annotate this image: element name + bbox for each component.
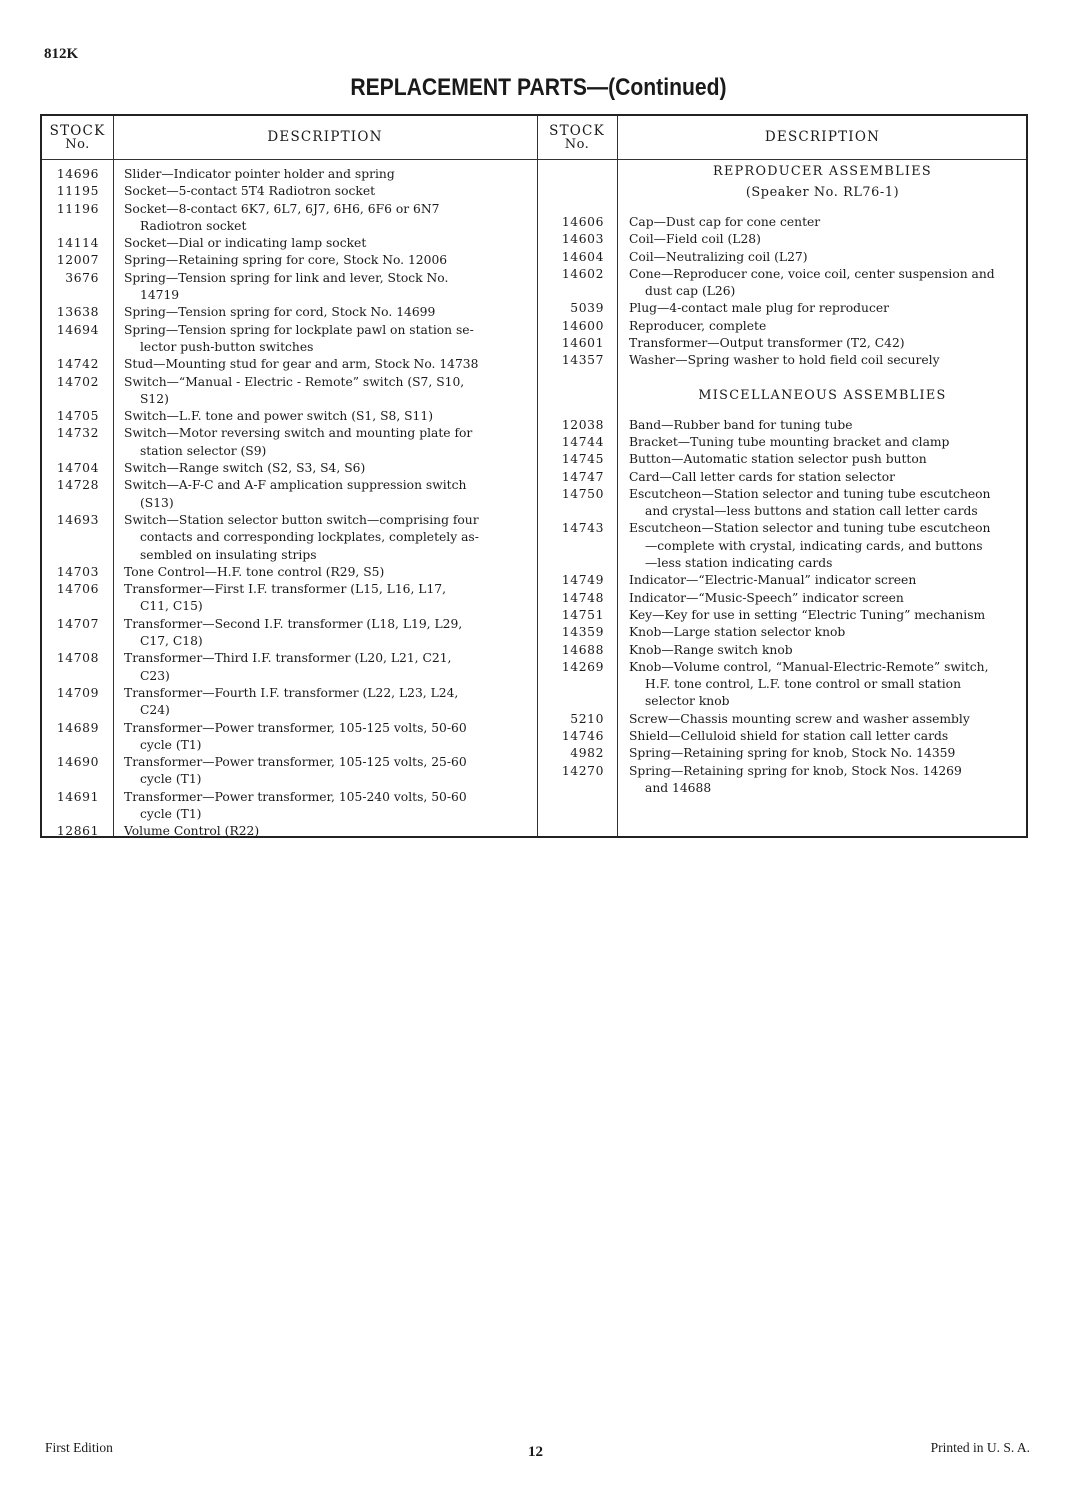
part-description xyxy=(629,214,1021,231)
part-description xyxy=(124,201,524,236)
description-line: Transformer—First I.F. transformer (L15, L16, L17, xyxy=(124,582,447,597)
header-no-label: No. xyxy=(65,136,90,152)
part-description xyxy=(629,266,1021,301)
description-line: C17, C18) xyxy=(140,634,203,649)
description-line: Screw—Chassis mounting screw and washer assembly xyxy=(629,711,970,726)
description-line: Indicator—“Electric-Manual” indicator screen xyxy=(629,573,917,588)
stock-number: 5039 xyxy=(570,301,604,316)
part-row xyxy=(42,477,537,512)
description-line: Switch—“Manual - Electric - Remote” switch (S7, S10, xyxy=(124,374,465,389)
part-row xyxy=(537,451,1028,468)
description-line: Transformer—Output transformer (T2, C42) xyxy=(629,336,905,351)
description-line: Transformer—Fourth I.F. transformer (L22, L23, L24, xyxy=(124,685,459,700)
description-line: Spring—Retaining spring for core, Stock No. 12006 xyxy=(124,253,448,268)
description-line: Key—Key for use in setting “Electric Tuning” mechanism xyxy=(629,607,986,622)
part-row xyxy=(42,650,537,685)
part-row xyxy=(42,270,537,305)
description-line: H.F. tone control, L.F. tone control or small station xyxy=(645,677,961,692)
part-description xyxy=(124,477,524,512)
part-row xyxy=(42,460,537,477)
part-description xyxy=(124,754,524,789)
stock-number: 14689 xyxy=(56,720,99,735)
description-line: Switch—A-F-C and A-F amplication suppression switch xyxy=(124,478,467,493)
description-line: Transformer—Third I.F. transformer (L20, L21, C21, xyxy=(124,651,452,666)
part-row xyxy=(42,754,537,789)
stock-number: 14751 xyxy=(561,607,604,622)
part-row xyxy=(537,590,1028,607)
table-header xyxy=(42,116,1026,160)
stock-number: 14703 xyxy=(56,564,99,579)
description-line: lector push-button switches xyxy=(140,339,314,354)
stock-number: 14359 xyxy=(561,625,604,640)
part-description xyxy=(629,711,1021,728)
part-row xyxy=(537,249,1028,266)
right-parts-column xyxy=(537,164,1028,797)
part-description xyxy=(629,659,1021,711)
part-description xyxy=(629,572,1021,589)
description-line: Transformer—Second I.F. transformer (L18, L19, L29, xyxy=(124,616,463,631)
stock-number: 14742 xyxy=(56,357,99,372)
part-description xyxy=(124,270,524,305)
description-line: Spring—Retaining spring for knob, Stock Nos. 14269 xyxy=(629,763,962,778)
page-title: REPLACEMENT PARTS—(Continued) xyxy=(350,74,727,101)
section-heading: REPRODUCER ASSEMBLIES xyxy=(713,164,932,179)
part-description xyxy=(124,425,524,460)
description-line: Slider—Indicator pointer holder and spring xyxy=(124,167,395,181)
part-row xyxy=(537,318,1028,335)
description-line: sembled on insulating strips xyxy=(140,547,317,562)
part-row xyxy=(42,581,537,616)
part-row xyxy=(42,823,537,840)
part-description xyxy=(629,352,1021,369)
part-row xyxy=(537,728,1028,745)
description-line: Plug—4-contact male plug for reproducer xyxy=(629,301,889,316)
stock-number: 14745 xyxy=(561,452,604,467)
stock-number: 14732 xyxy=(56,426,99,441)
part-row xyxy=(42,616,537,651)
part-row xyxy=(42,201,537,236)
header-stock-label: STOCK xyxy=(49,122,106,139)
parts-table xyxy=(40,114,1028,838)
description-line: Transformer—Power transformer, 105-240 volts, 50-60 xyxy=(124,789,467,804)
description-line: Indicator—“Music-Speech” indicator screen xyxy=(629,590,904,605)
description-line: cycle (T1) xyxy=(140,806,202,821)
part-row xyxy=(42,166,537,183)
stock-number: 14709 xyxy=(56,685,99,700)
part-row xyxy=(537,486,1028,521)
description-line: Switch—L.F. tone and power switch (S1, S8, S11) xyxy=(124,409,434,424)
description-line: and 14688 xyxy=(645,780,712,795)
description-line: Button—Automatic station selector push button xyxy=(629,452,927,467)
stock-number: 14707 xyxy=(56,616,99,631)
part-description xyxy=(629,451,1021,468)
description-line: station selector (S9) xyxy=(140,443,267,458)
description-line: Radiotron socket xyxy=(140,218,247,233)
stock-number: 14702 xyxy=(56,374,99,389)
part-row xyxy=(537,231,1028,248)
part-row xyxy=(42,408,537,425)
stock-number: 14114 xyxy=(56,236,99,251)
part-description xyxy=(124,304,524,321)
description-line: selector knob xyxy=(645,694,730,709)
part-row xyxy=(537,266,1028,301)
part-description xyxy=(124,166,524,183)
description-line: Tone Control—H.F. tone control (R29, S5) xyxy=(124,564,385,579)
part-row xyxy=(537,469,1028,486)
left-parts-column xyxy=(42,166,537,841)
stock-number: 14269 xyxy=(561,659,604,674)
description-line: Escutcheon—Station selector and tuning tube escutcheon xyxy=(629,521,991,536)
description-line: C11, C15) xyxy=(140,599,203,614)
part-row xyxy=(42,720,537,755)
part-description xyxy=(124,616,524,651)
stock-number: 14749 xyxy=(561,573,604,588)
stock-number: 5210 xyxy=(570,711,604,726)
part-description xyxy=(629,231,1021,248)
part-description xyxy=(629,642,1021,659)
part-row xyxy=(537,642,1028,659)
part-description xyxy=(124,235,524,252)
stock-number: 14694 xyxy=(56,322,99,337)
part-description xyxy=(124,720,524,755)
description-line: —complete with crystal, indicating cards, and buttons xyxy=(645,538,983,553)
stock-number: 14743 xyxy=(561,521,604,536)
part-description xyxy=(629,745,1021,762)
part-row xyxy=(537,763,1028,798)
description-line: Spring—Tension spring for lockplate pawl on station se- xyxy=(124,322,474,337)
description-line: 14719 xyxy=(140,288,180,303)
stock-number: 12007 xyxy=(56,253,99,268)
part-description xyxy=(629,469,1021,486)
header-no-label: No. xyxy=(564,136,590,152)
description-line: Washer—Spring washer to hold field coil securely xyxy=(629,353,940,368)
part-row xyxy=(537,335,1028,352)
description-line: Cone—Reproducer cone, voice coil, center suspension and xyxy=(629,266,995,281)
stock-number: 14708 xyxy=(56,651,99,666)
part-description xyxy=(629,434,1021,451)
description-line: S12) xyxy=(140,391,169,406)
description-line: Knob—Range switch knob xyxy=(629,642,793,657)
part-row xyxy=(42,304,537,321)
description-line: Switch—Range switch (S2, S3, S4, S6) xyxy=(124,461,366,476)
part-description xyxy=(124,252,524,269)
description-line: Switch—Motor reversing switch and mounting plate for xyxy=(124,426,473,441)
description-line: Spring—Retaining spring for knob, Stock No. 14359 xyxy=(629,746,956,761)
part-description xyxy=(629,335,1021,352)
part-description xyxy=(629,590,1021,607)
stock-number: 11196 xyxy=(56,201,99,216)
footer-printed: Printed in U. S. A. xyxy=(930,1440,1030,1455)
description-line: Knob—Large station selector knob xyxy=(629,625,846,640)
stock-number: 14690 xyxy=(56,755,99,770)
section-heading: MISCELLANEOUS ASSEMBLIES xyxy=(698,387,947,403)
description-line: —less station indicating cards xyxy=(645,556,833,571)
part-description xyxy=(124,685,524,720)
description-line: Volume Control (R22) xyxy=(124,824,260,839)
part-description xyxy=(124,564,524,581)
stock-number: 3676 xyxy=(65,270,99,285)
part-row xyxy=(537,300,1028,317)
description-line: Coil—Neutralizing coil (L27) xyxy=(629,249,808,264)
page-number: 12 xyxy=(528,1444,543,1460)
header-stock-left xyxy=(42,116,113,159)
description-line: contacts and corresponding lockplates, completely as- xyxy=(140,530,479,545)
description-line: Escutcheon—Station selector and tuning tube escutcheon xyxy=(629,486,991,501)
stock-number: 13638 xyxy=(56,305,99,320)
description-line: Coil—Field coil (L28) xyxy=(629,232,761,247)
part-description xyxy=(629,607,1021,624)
part-description xyxy=(629,486,1021,521)
part-description xyxy=(124,650,524,685)
header-description-label: DESCRIPTION xyxy=(764,129,881,145)
part-row xyxy=(537,711,1028,728)
stock-number: 14744 xyxy=(561,434,604,449)
stock-number: 14688 xyxy=(561,642,604,657)
stock-number: 14604 xyxy=(561,249,604,264)
stock-number: 14691 xyxy=(56,789,99,804)
part-description xyxy=(124,789,524,824)
description-line: dust cap (L26) xyxy=(645,284,736,299)
description-line: C24) xyxy=(140,703,170,718)
part-row xyxy=(42,252,537,269)
part-description xyxy=(629,728,1021,745)
header-description-left xyxy=(113,116,537,159)
part-description xyxy=(629,249,1021,266)
description-line: Switch—Station selector button switch—comprising four xyxy=(124,512,479,527)
description-line: Band—Rubber band for tuning tube xyxy=(629,417,853,432)
description-line: Spring—Tension spring for link and lever, Stock No. xyxy=(124,270,449,285)
part-description xyxy=(124,322,524,357)
stock-number: 14603 xyxy=(561,232,604,247)
description-line: Spring—Tension spring for cord, Stock No. 14699 xyxy=(124,305,436,320)
stock-number: 14601 xyxy=(561,336,604,351)
description-line: Socket—5-contact 5T4 Radiotron socket xyxy=(124,184,376,199)
part-description xyxy=(124,356,524,373)
part-row xyxy=(42,322,537,357)
part-row xyxy=(42,425,537,460)
part-description xyxy=(124,408,524,425)
description-line: Shield—Celluloid shield for station call letter cards xyxy=(629,729,949,744)
part-row xyxy=(537,607,1028,624)
stock-number: 14693 xyxy=(56,512,99,527)
stock-number: 14746 xyxy=(561,729,604,744)
part-row xyxy=(42,356,537,373)
part-row xyxy=(537,624,1028,641)
stock-number: 14270 xyxy=(561,763,604,778)
part-row xyxy=(42,512,537,564)
description-line: Reproducer, complete xyxy=(629,318,767,333)
stock-number: 14600 xyxy=(561,318,604,333)
description-line: Card—Call letter cards for station selector xyxy=(629,469,895,484)
stock-number: 14750 xyxy=(561,486,604,501)
part-row xyxy=(537,417,1028,434)
part-description xyxy=(629,624,1021,641)
stock-number: 14696 xyxy=(56,167,99,181)
stock-number: 12038 xyxy=(561,417,604,432)
stock-number: 12861 xyxy=(56,824,99,839)
stock-number: 14728 xyxy=(56,478,99,493)
part-row xyxy=(537,520,1028,572)
part-description xyxy=(124,183,524,200)
part-row xyxy=(42,685,537,720)
part-description xyxy=(124,581,524,616)
part-description xyxy=(629,318,1021,335)
stock-number: 11195 xyxy=(56,184,99,199)
header-description-label: DESCRIPTION xyxy=(267,129,383,145)
description-line: (S13) xyxy=(140,495,174,510)
description-line: Socket—Dial or indicating lamp socket xyxy=(124,236,367,251)
description-line: Transformer—Power transformer, 105-125 volts, 25-60 xyxy=(124,755,467,770)
part-row xyxy=(42,789,537,824)
description-line: Bracket—Tuning tube mounting bracket and clamp xyxy=(629,434,950,449)
part-description xyxy=(124,512,524,564)
description-line: cycle (T1) xyxy=(140,772,202,787)
model-number: 812K xyxy=(44,46,79,62)
part-row xyxy=(42,183,537,200)
description-line: cycle (T1) xyxy=(140,737,202,752)
part-description xyxy=(629,763,1021,798)
stock-number: 14706 xyxy=(56,582,99,597)
part-description xyxy=(124,823,524,840)
part-row xyxy=(42,374,537,409)
description-line: Socket—8-contact 6K7, 6L7, 6J7, 6H6, 6F6 or 6N7 xyxy=(124,201,440,216)
part-row xyxy=(537,352,1028,369)
stock-number: 14704 xyxy=(56,461,99,476)
footer-edition: First Edition xyxy=(45,1440,113,1455)
stock-number: 14602 xyxy=(561,266,604,281)
description-line: Cap—Dust cap for cone center xyxy=(629,215,821,229)
stock-number: 14606 xyxy=(561,215,604,229)
stock-number: 14357 xyxy=(561,353,604,368)
part-description xyxy=(124,374,524,409)
part-row xyxy=(42,564,537,581)
header-stock-right xyxy=(537,116,617,159)
description-line: and crystal—less buttons and station call letter cards xyxy=(645,504,978,519)
description-line: C23) xyxy=(140,668,170,683)
stock-number: 14748 xyxy=(561,590,604,605)
part-description xyxy=(629,417,1021,434)
section-subheading: (Speaker No. RL76-1) xyxy=(745,185,900,200)
stock-number: 4982 xyxy=(570,746,604,761)
stock-number: 14705 xyxy=(56,409,99,424)
description-line: Knob—Volume control, “Manual-Electric-Remote” switch, xyxy=(629,659,989,674)
part-description xyxy=(124,460,524,477)
header-description-right xyxy=(617,116,1028,159)
part-row xyxy=(537,214,1028,231)
header-stock-label: STOCK xyxy=(549,122,605,139)
part-description xyxy=(629,300,1021,317)
description-line: Stud—Mounting stud for gear and arm, Stock No. 14738 xyxy=(124,357,479,372)
stock-number: 14747 xyxy=(561,469,604,484)
description-line: Transformer—Power transformer, 105-125 volts, 50-60 xyxy=(124,720,467,735)
part-description xyxy=(629,520,1021,572)
part-row xyxy=(537,572,1028,589)
part-row xyxy=(42,235,537,252)
part-row xyxy=(537,434,1028,451)
part-row xyxy=(537,659,1028,711)
part-row xyxy=(537,745,1028,762)
